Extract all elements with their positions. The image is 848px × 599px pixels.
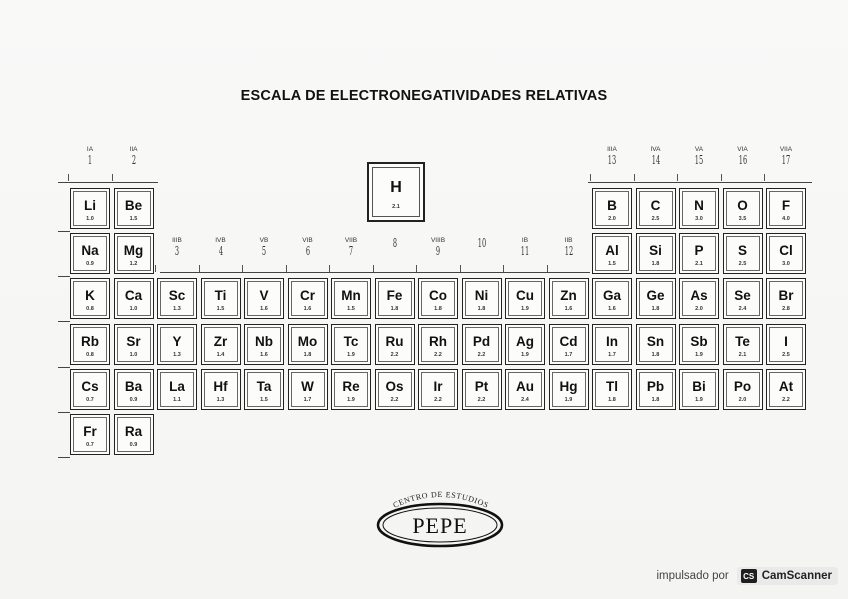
element-electronegativity: 2.2: [390, 351, 399, 358]
group-number: 4: [218, 244, 223, 258]
element-electronegativity: 1.5: [347, 306, 355, 313]
element-cell-al: [592, 233, 632, 274]
element-cell-b: [592, 188, 632, 229]
group-header-6: [291, 237, 325, 257]
element-electronegativity: 2.8: [782, 306, 790, 313]
group-number: 6: [305, 244, 310, 258]
element-cell-sr: [114, 324, 154, 365]
logo-arc-text: CENTRO DE ESTUDIOS: [391, 489, 491, 510]
element-electronegativity: 1.9: [347, 351, 355, 358]
element-symbol: Hg: [559, 378, 578, 394]
group-header-5: [247, 237, 281, 257]
element-symbol: Ba: [124, 378, 143, 394]
element-electronegativity: 1.8: [651, 351, 660, 358]
element-electronegativity: 1.6: [564, 306, 573, 313]
element-cell-la: [157, 369, 197, 410]
element-electronegativity: 1.9: [564, 396, 573, 403]
element-cell-zr: [201, 324, 241, 365]
group-number: 15: [694, 153, 704, 167]
element-symbol: Re: [342, 378, 360, 394]
group-roman: IIA: [129, 146, 138, 153]
element-electronegativity: 0.9: [129, 396, 138, 403]
element-electronegativity: 2.2: [477, 351, 486, 358]
element-electronegativity: 1.9: [695, 351, 703, 358]
camscanner-icon: CS: [741, 569, 757, 583]
element-electronegativity: 4.0: [782, 216, 790, 222]
element-electronegativity: 1.9: [347, 396, 355, 403]
element-symbol: Zn: [560, 288, 577, 304]
group-number: 8: [392, 236, 397, 250]
group-tick: [242, 265, 243, 272]
period-rule: [58, 367, 70, 368]
group-header-10: [465, 237, 499, 249]
element-symbol: Ti: [214, 288, 227, 304]
group-tick: [155, 265, 156, 272]
element-cell-y: [157, 324, 197, 365]
element-electronegativity: 0.8: [86, 306, 94, 313]
element-symbol: Na: [81, 243, 99, 259]
element-electronegativity: 1.3: [173, 351, 181, 358]
element-symbol: Be: [124, 198, 143, 213]
element-cell-na: [70, 233, 110, 274]
element-symbol: H: [390, 179, 402, 196]
element-symbol: As: [690, 288, 708, 304]
element-symbol: Ir: [433, 378, 443, 394]
header-rule: [58, 182, 158, 183]
period-rule: [58, 231, 70, 232]
group-number: 10: [477, 236, 486, 250]
page-title: ESCALA DE ELECTRONEGATIVIDADES RELATIVAS: [240, 88, 608, 104]
element-cell-tc: [331, 324, 371, 365]
element-cell-co: [418, 278, 458, 319]
element-electronegativity: 2.2: [390, 396, 399, 403]
element-symbol: Fe: [386, 288, 403, 304]
element-symbol: N: [694, 198, 704, 213]
element-symbol: Sr: [126, 333, 141, 349]
element-symbol: Si: [649, 243, 662, 259]
element-cell-at: [766, 369, 806, 410]
element-symbol: In: [606, 333, 618, 349]
element-electronegativity: 2.1: [738, 351, 747, 358]
group-tick: [721, 174, 722, 181]
element-cell-sb: [679, 324, 719, 365]
period-rule: [58, 457, 70, 458]
element-symbol: P: [694, 243, 704, 259]
element-symbol: Fr: [83, 424, 97, 439]
element-symbol: Ni: [474, 288, 489, 304]
group-tick: [764, 174, 765, 181]
element-electronegativity: 1.6: [608, 306, 616, 313]
element-electronegativity: 1.8: [390, 306, 399, 313]
element-symbol: C: [650, 198, 661, 213]
element-symbol: Tl: [606, 378, 618, 394]
element-symbol: Pd: [472, 333, 491, 349]
element-symbol: Ra: [124, 424, 143, 439]
element-cell-ru: [375, 324, 415, 365]
group-tick: [416, 265, 417, 272]
element-cell-f: [766, 188, 806, 229]
element-cell-po: [723, 369, 763, 410]
element-symbol: W: [301, 378, 314, 394]
group-number: 1: [87, 153, 93, 167]
element-cell-cd: [549, 324, 589, 365]
element-symbol: Cr: [299, 288, 315, 304]
element-symbol: Po: [733, 378, 752, 394]
element-electronegativity: 1.0: [129, 306, 138, 313]
group-tick: [547, 265, 548, 272]
element-symbol: Cd: [559, 333, 578, 349]
element-cell-re: [331, 369, 371, 410]
element-cell-si: [636, 233, 676, 274]
element-symbol: Bi: [692, 378, 706, 394]
element-electronegativity: 1.6: [260, 351, 268, 358]
element-cell-hf: [201, 369, 241, 410]
group-tick: [373, 265, 374, 272]
element-cell-ra: [114, 414, 154, 455]
group-roman: VA: [694, 146, 704, 153]
element-electronegativity: 2.1: [695, 261, 703, 268]
group-tick: [286, 265, 287, 272]
element-cell-in: [592, 324, 632, 365]
group-tick: [460, 265, 461, 272]
element-cell-fr: [70, 414, 110, 455]
element-electronegativity: 1.8: [608, 396, 616, 403]
group-roman: VIB: [302, 237, 313, 244]
group-header-4: [204, 237, 238, 257]
logo-name: PEPE: [412, 513, 468, 538]
group-header-12: [552, 237, 586, 257]
element-symbol: Br: [778, 288, 794, 304]
element-symbol: Ga: [602, 288, 621, 304]
element-cell-hg: [549, 369, 589, 410]
group-roman: IB: [521, 237, 529, 244]
element-cell-sn: [636, 324, 676, 365]
element-cell-os: [375, 369, 415, 410]
group-tick: [677, 174, 678, 181]
element-symbol: Mo: [297, 333, 318, 349]
element-symbol: Ag: [516, 333, 534, 349]
element-electronegativity: 2.0: [695, 306, 703, 313]
group-roman: IIIB: [172, 237, 182, 244]
element-cell-zn: [549, 278, 589, 319]
group-roman: VB: [259, 237, 269, 244]
element-cell-li: [70, 188, 110, 229]
element-electronegativity: 0.9: [129, 442, 138, 448]
element-electronegativity: 2.5: [782, 351, 790, 358]
element-electronegativity: 0.8: [86, 351, 94, 358]
group-tick: [590, 174, 591, 181]
element-cell-mg: [114, 233, 154, 274]
element-symbol: Rh: [429, 333, 447, 349]
group-tick: [329, 265, 330, 272]
element-symbol: Pb: [646, 378, 665, 394]
group-number: 9: [435, 244, 441, 258]
element-symbol: S: [737, 243, 747, 259]
group-header-3: [160, 237, 194, 257]
element-symbol: Sc: [168, 288, 186, 304]
element-electronegativity: 2.2: [434, 396, 442, 403]
group-header-1: [73, 146, 107, 166]
element-cell-k: [70, 278, 110, 319]
element-cell-ge: [636, 278, 676, 319]
element-electronegativity: 2.2: [782, 396, 790, 403]
element-cell-p: [679, 233, 719, 274]
element-electronegativity: 1.8: [651, 261, 660, 268]
element-cell-cs: [70, 369, 110, 410]
group-header-14: [639, 146, 673, 166]
element-symbol: Cu: [516, 288, 534, 304]
group-header-11: [508, 237, 542, 257]
element-electronegativity: 1.4: [216, 351, 225, 358]
element-symbol: At: [778, 378, 794, 394]
element-symbol: Mn: [341, 288, 361, 304]
group-roman: VIIIB: [430, 237, 446, 244]
element-electronegativity: 2.2: [434, 351, 442, 358]
element-electronegativity: 1.7: [608, 351, 616, 358]
element-symbol: Li: [84, 198, 96, 213]
element-symbol: Ca: [124, 288, 143, 304]
group-header-17: [769, 146, 803, 166]
element-cell-c: [636, 188, 676, 229]
element-electronegativity: 2.1: [392, 204, 400, 210]
group-number: 14: [651, 153, 660, 167]
group-roman: VIIB: [344, 237, 358, 244]
element-symbol: Hf: [213, 378, 228, 394]
element-cell-s: [723, 233, 763, 274]
group-roman: VIA: [737, 146, 748, 153]
group-number: 3: [174, 244, 180, 258]
element-cell-nb: [244, 324, 284, 365]
element-electronegativity: 1.6: [303, 306, 312, 313]
element-cell-ti: [201, 278, 241, 319]
element-cell-as: [679, 278, 719, 319]
group-number: 13: [607, 153, 617, 167]
element-symbol: B: [607, 198, 617, 213]
group-number: 5: [261, 244, 267, 258]
element-symbol: Ge: [646, 288, 665, 304]
group-number: 7: [348, 244, 354, 258]
element-electronegativity: 0.7: [86, 396, 94, 403]
element-electronegativity: 0.9: [86, 261, 94, 268]
element-cell-bi: [679, 369, 719, 410]
element-cell-ba: [114, 369, 154, 410]
element-symbol: La: [169, 378, 185, 394]
element-symbol: Zr: [213, 333, 228, 349]
element-cell-sc: [157, 278, 197, 319]
group-tick: [503, 265, 504, 272]
group-roman: IA: [86, 146, 94, 153]
group-header-9: [421, 237, 455, 257]
element-electronegativity: 1.9: [521, 306, 529, 313]
element-electronegativity: 2.4: [738, 306, 747, 313]
element-symbol: Cl: [779, 243, 793, 259]
element-symbol: Nb: [255, 333, 273, 349]
element-electronegativity: 1.8: [434, 306, 442, 313]
group-number: 12: [564, 244, 573, 258]
element-symbol: Se: [734, 288, 751, 304]
header-rule: [160, 272, 590, 273]
element-electronegativity: 1.1: [173, 396, 181, 403]
group-roman: IVB: [215, 237, 226, 244]
element-cell-ga: [592, 278, 632, 319]
element-electronegativity: 1.9: [521, 351, 529, 358]
element-symbol: Y: [172, 333, 182, 349]
element-symbol: Pt: [474, 378, 489, 394]
element-cell-pd: [462, 324, 502, 365]
element-symbol: Au: [516, 378, 534, 394]
element-symbol: Ta: [256, 378, 272, 394]
element-electronegativity: 1.7: [564, 351, 573, 358]
element-cell-se: [723, 278, 763, 319]
element-electronegativity: 1.2: [129, 261, 138, 268]
element-cell-cr: [288, 278, 328, 319]
group-header-16: [726, 146, 760, 166]
group-header-2: [117, 146, 151, 166]
element-symbol: Rb: [81, 333, 99, 349]
element-cell-hydrogen: [367, 162, 425, 222]
element-cell-pb: [636, 369, 676, 410]
element-electronegativity: 3.5: [738, 216, 747, 222]
element-cell-w: [288, 369, 328, 410]
element-symbol: K: [85, 288, 95, 304]
camscanner-name: CamScanner: [761, 570, 832, 582]
element-cell-rh: [418, 324, 458, 365]
element-electronegativity: 1.6: [260, 306, 268, 313]
element-electronegativity: 1.8: [477, 306, 486, 313]
element-cell-tl: [592, 369, 632, 410]
element-cell-te: [723, 324, 763, 365]
element-symbol: Sn: [646, 333, 665, 349]
element-electronegativity: 1.5: [608, 261, 616, 268]
element-cell-i: [766, 324, 806, 365]
element-cell-ta: [244, 369, 284, 410]
element-cell-ir: [418, 369, 458, 410]
element-cell-rb: [70, 324, 110, 365]
element-electronegativity: 2.0: [738, 396, 747, 403]
element-cell-o: [723, 188, 763, 229]
element-cell-fe: [375, 278, 415, 319]
element-electronegativity: 1.8: [651, 396, 660, 403]
group-header-15: [682, 146, 716, 166]
period-rule: [58, 321, 70, 322]
group-header-13: [595, 146, 629, 166]
group-roman: IVA: [650, 146, 661, 153]
element-symbol: O: [737, 198, 748, 213]
element-symbol: Tc: [343, 333, 359, 349]
element-electronegativity: 2.0: [608, 216, 616, 222]
element-symbol: Al: [605, 243, 619, 259]
element-electronegativity: 1.3: [173, 306, 181, 313]
element-electronegativity: 2.4: [521, 396, 529, 403]
group-header-8: [378, 237, 412, 249]
element-cell-br: [766, 278, 806, 319]
element-symbol: Mg: [123, 243, 144, 259]
element-cell-n: [679, 188, 719, 229]
element-symbol: Cs: [81, 378, 99, 394]
element-cell-mn: [331, 278, 371, 319]
element-symbol: Te: [735, 333, 750, 349]
element-electronegativity: 1.5: [129, 216, 138, 222]
group-roman: IIIA: [607, 146, 617, 153]
element-cell-au: [505, 369, 545, 410]
element-cell-be: [114, 188, 154, 229]
element-cell-ca: [114, 278, 154, 319]
group-number: 2: [131, 153, 136, 167]
camscanner-badge: [737, 567, 838, 585]
group-tick: [199, 265, 200, 272]
element-symbol: Os: [385, 378, 404, 394]
period-rule: [58, 276, 70, 277]
element-symbol: Sb: [690, 333, 708, 349]
element-electronegativity: 2.5: [738, 261, 747, 268]
group-roman: VIIA: [779, 146, 793, 153]
element-cell-pt: [462, 369, 502, 410]
element-symbol: Co: [429, 288, 447, 304]
powered-by-label: impulsado por: [656, 570, 729, 582]
header-rule: [588, 182, 812, 183]
element-electronegativity: 1.5: [216, 306, 225, 313]
element-electronegativity: 1.3: [216, 396, 225, 403]
element-cell-ni: [462, 278, 502, 319]
element-electronegativity: 1.0: [86, 216, 94, 222]
group-tick: [112, 174, 113, 181]
element-electronegativity: 0.7: [86, 442, 94, 448]
group-roman: IIB: [564, 237, 573, 244]
element-symbol: I: [784, 333, 788, 349]
element-cell-mo: [288, 324, 328, 365]
element-symbol: V: [259, 288, 269, 304]
element-cell-v: [244, 278, 284, 319]
element-electronegativity: 3.0: [695, 216, 703, 222]
group-number: 16: [738, 153, 747, 167]
element-electronegativity: 1.7: [303, 396, 312, 403]
pepe-logo: [373, 484, 507, 550]
element-electronegativity: 1.9: [695, 396, 703, 403]
element-cell-cu: [505, 278, 545, 319]
element-symbol: Ru: [385, 333, 404, 349]
element-electronegativity: 2.5: [651, 216, 660, 222]
element-electronegativity: 1.0: [129, 351, 138, 358]
group-header-7: [334, 237, 368, 257]
period-rule: [58, 412, 70, 413]
element-symbol: F: [781, 198, 791, 213]
element-cell-cl: [766, 233, 806, 274]
element-electronegativity: 1.5: [260, 396, 268, 403]
group-tick: [634, 174, 635, 181]
camscanner-watermark: [656, 566, 838, 586]
group-number: 17: [781, 153, 791, 167]
element-electronegativity: 3.0: [782, 261, 790, 268]
element-cell-ag: [505, 324, 545, 365]
element-electronegativity: 2.2: [477, 396, 486, 403]
group-tick: [68, 174, 69, 181]
element-electronegativity: 1.8: [303, 351, 312, 358]
element-electronegativity: 1.8: [651, 306, 660, 313]
group-number: 11: [520, 244, 530, 258]
